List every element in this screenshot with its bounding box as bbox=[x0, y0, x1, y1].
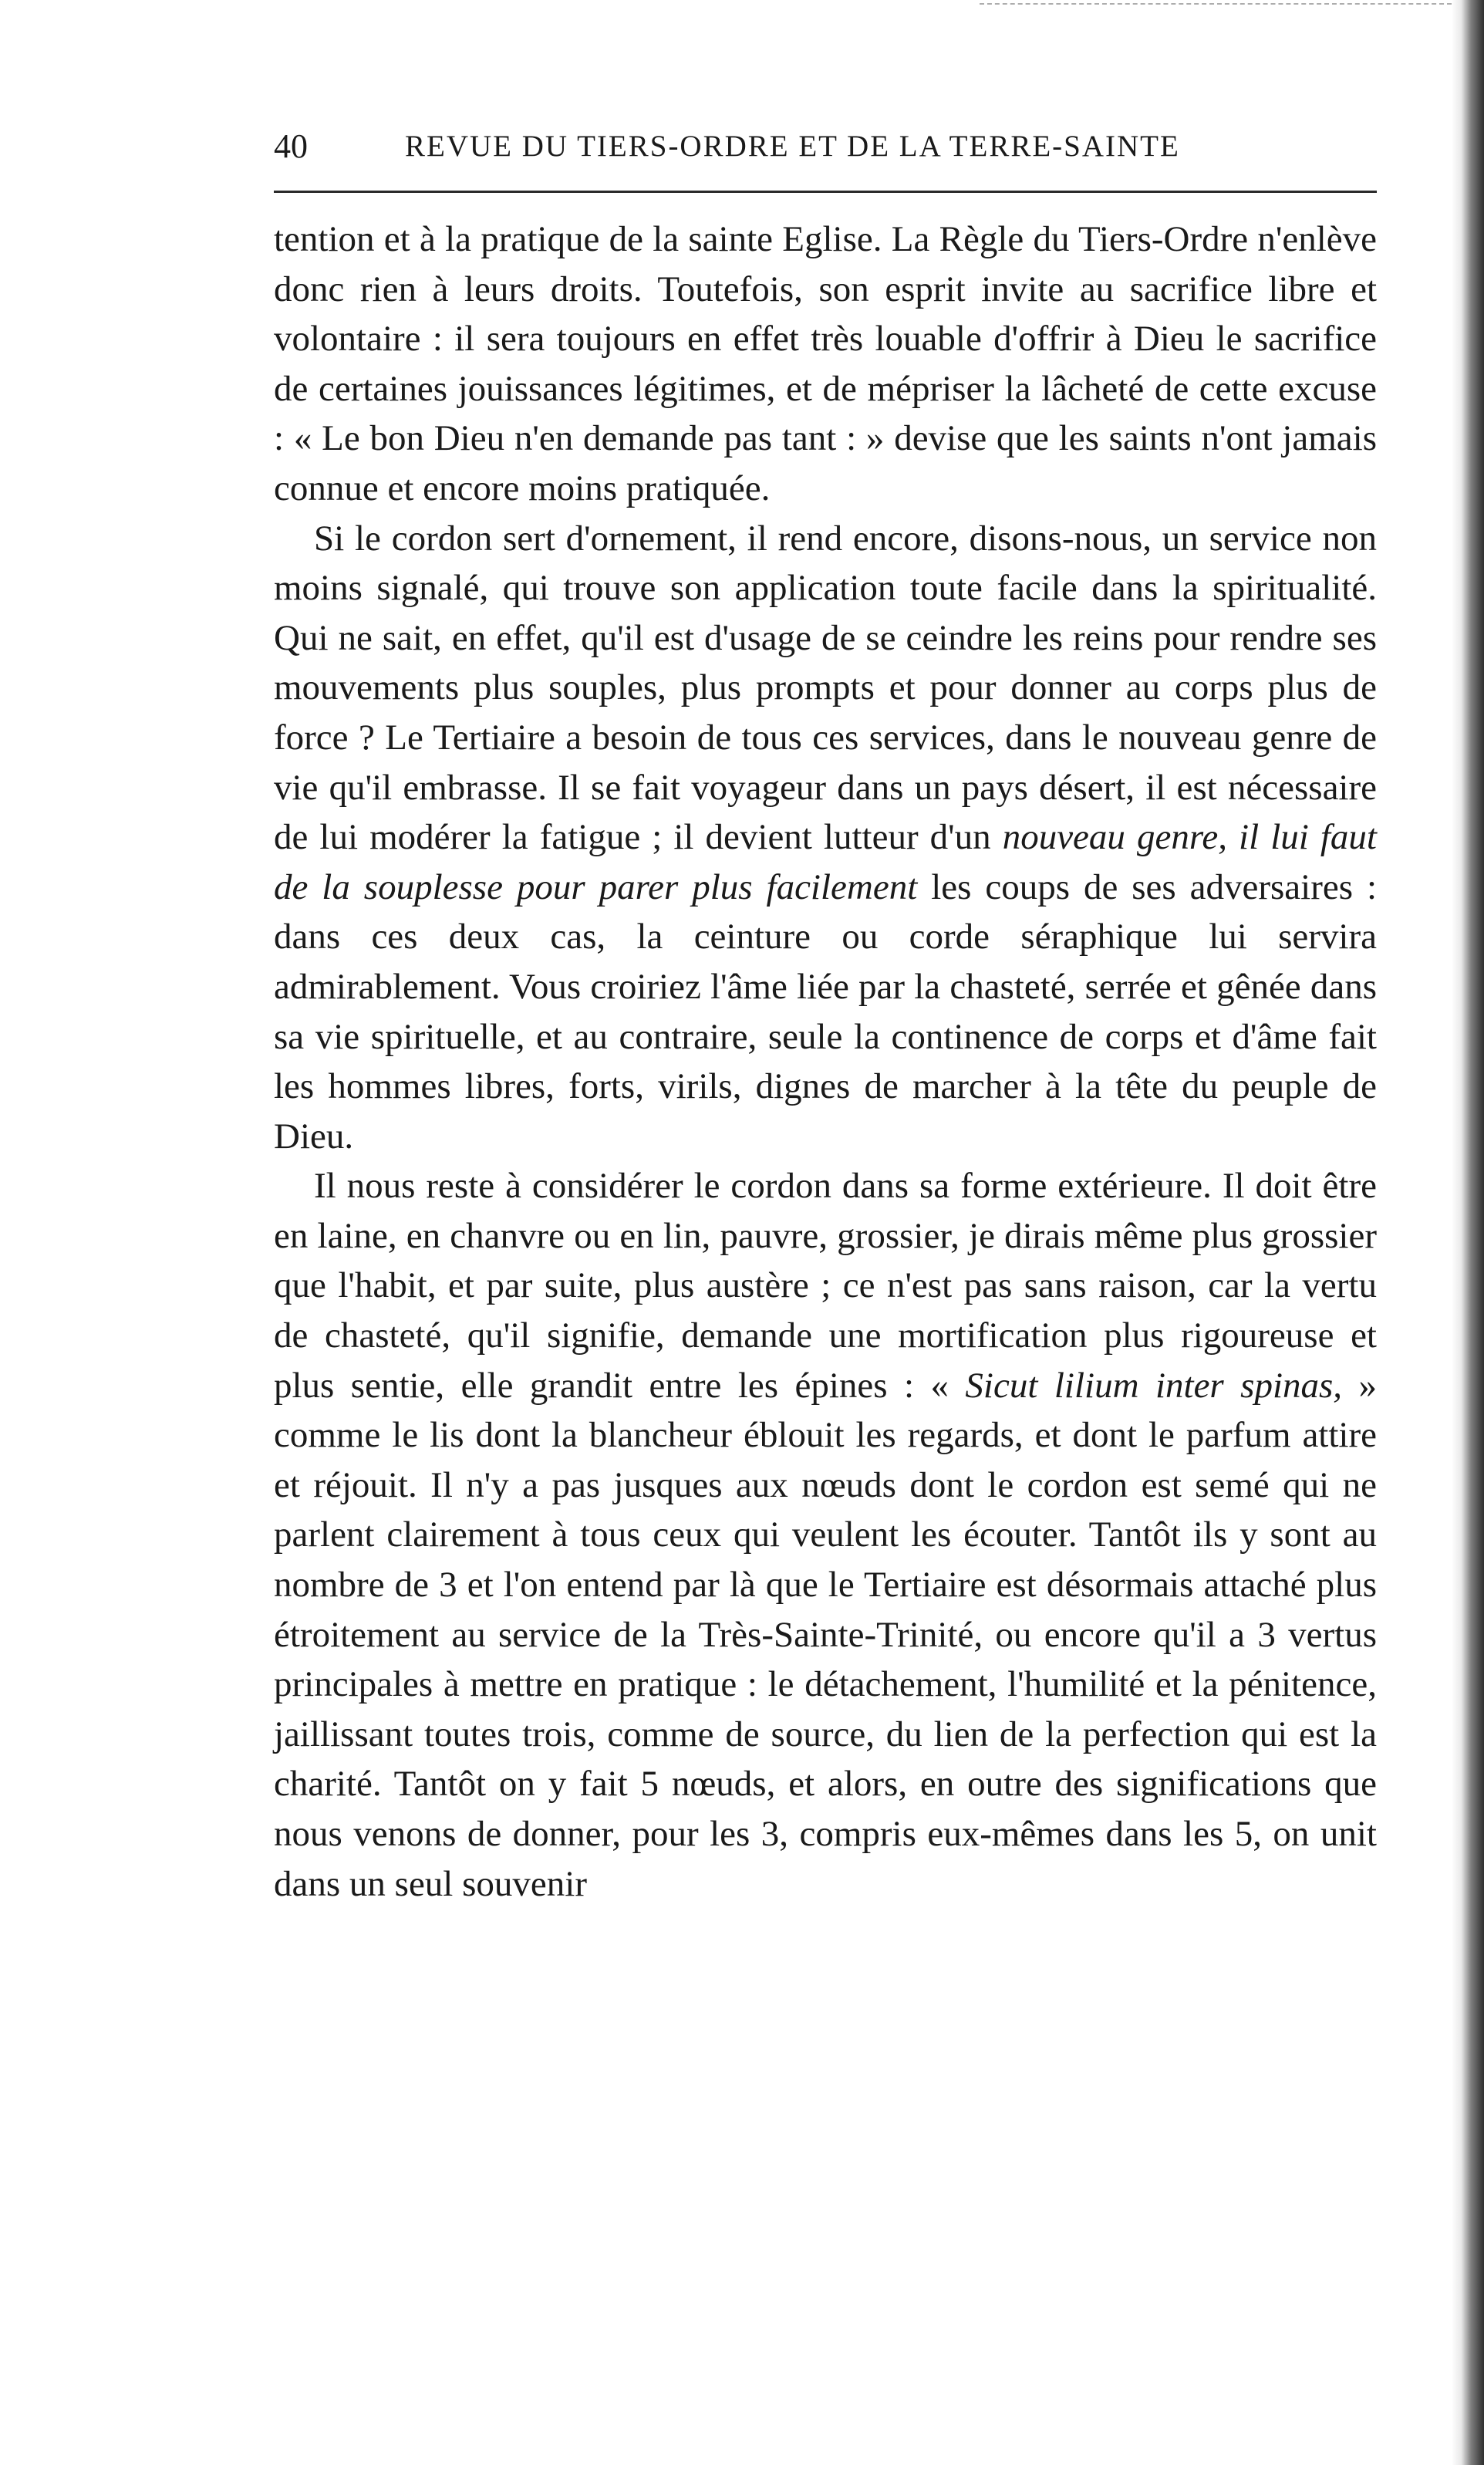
running-head bbox=[274, 123, 1377, 170]
paragraph-text: » comme le lis dont la blancheur éblouit les regards, et dont le parfum attire et réjouit. Il n'y a pas jusques aux nœuds dont le cordon est semé qui ne parlent clairement à tous ceux qui veulent les écouter. Tantôt ils y sont au nombre de 3 et l'on entend par là que le Tertiaire est désormais attaché plus étroitement au service de la Très-Sainte-Trinité, ou encore qu'il a 3 vertus principales à mettre en pratique : le détachement, l'humilité et la pénitence, jaillissant toutes trois, comme de source, du lien de la perfection qui est la charité. Tantôt on y fait 5 nœuds, et alors, en outre des significations que nous venons de donner, pour les 3, compris eux-mêmes dans les 5, on unit dans un seul souvenir bbox=[274, 1365, 1378, 1904]
paragraph-text: tention et à la pratique de la sainte Eglise. La Règle du Tiers-Ordre n'enlève donc rien à leurs droits. Toutefois, son esprit invite au sacrifice libre et volontaire : il sera toujours en effet très louable d'offrir à Dieu le sacrifice de certaines jouissances légitimes, et de mépriser la lâcheté de cette excuse : « Le bon Dieu n'en demande pas tant : » devise que les saints n'ont jamais connue et encore moins pratiquée. bbox=[274, 219, 1377, 508]
latin-quotation: Sicut lilium inter spinas, bbox=[965, 1365, 1343, 1406]
paragraph-3 bbox=[274, 1161, 1377, 1909]
paragraph-text: les coups de ses adversaires : dans ces deux cas, la ceinture ou corde séraphique lui servira admirablement. Vous croiriez l'âme liée par la chasteté, serrée et gênée dans sa vie spirituelle, et au contraire, seule la continence de corps et d'âme fait les hommes libres, forts, virils, dignes de marcher à la tête du peuple de Dieu. bbox=[274, 866, 1377, 1157]
paragraph-1 bbox=[274, 214, 1377, 514]
paragraph-text: Si le cordon sert d'ornement, il rend encore, disons-nous, un service non moins signalé, qui trouve son application toute facile dans la spiritualité. Qui ne sait, en effet, qu'il est d'usage de se ceindre les reins pour rendre ses mouvements plus souples, plus prompts et pour donner au corps plus de force ? Le Tertiaire a besoin de tous ces services, dans le nouveau genre de vie qu'il embrasse. Il se fait voyageur dans un pays désert, il est nécessaire de lui modérer la fatigue ; il devient lutteur d'un bbox=[274, 518, 1377, 858]
scan-artifact-line bbox=[980, 3, 1452, 5]
paragraph-2 bbox=[274, 514, 1377, 1162]
body-text bbox=[274, 214, 1377, 1909]
page-number: 40 bbox=[274, 127, 308, 165]
header-rule bbox=[274, 191, 1377, 193]
paragraph-text: Il nous reste à considérer le cordon dans sa forme extérieure. Il doit être en laine, en chanvre ou en lin, pauvre, grossier, je dirais même plus grossier que l'habit, et par suite, plus austère ; ce n'est pas sans raison, car la vertu de chasteté, qu'il signifie, demande une mortification plus rigoureuse et plus sentie, elle grandit entre les épines : « bbox=[274, 1166, 1377, 1406]
running-title: REVUE DU TIERS-ORDRE ET DE LA TERRE-SAINTE bbox=[405, 130, 1180, 163]
italic-passage: nouveau genre, il lui faut de la souplesse pour parer plus facilement bbox=[274, 817, 1377, 907]
binding-edge bbox=[1452, 0, 1484, 2465]
